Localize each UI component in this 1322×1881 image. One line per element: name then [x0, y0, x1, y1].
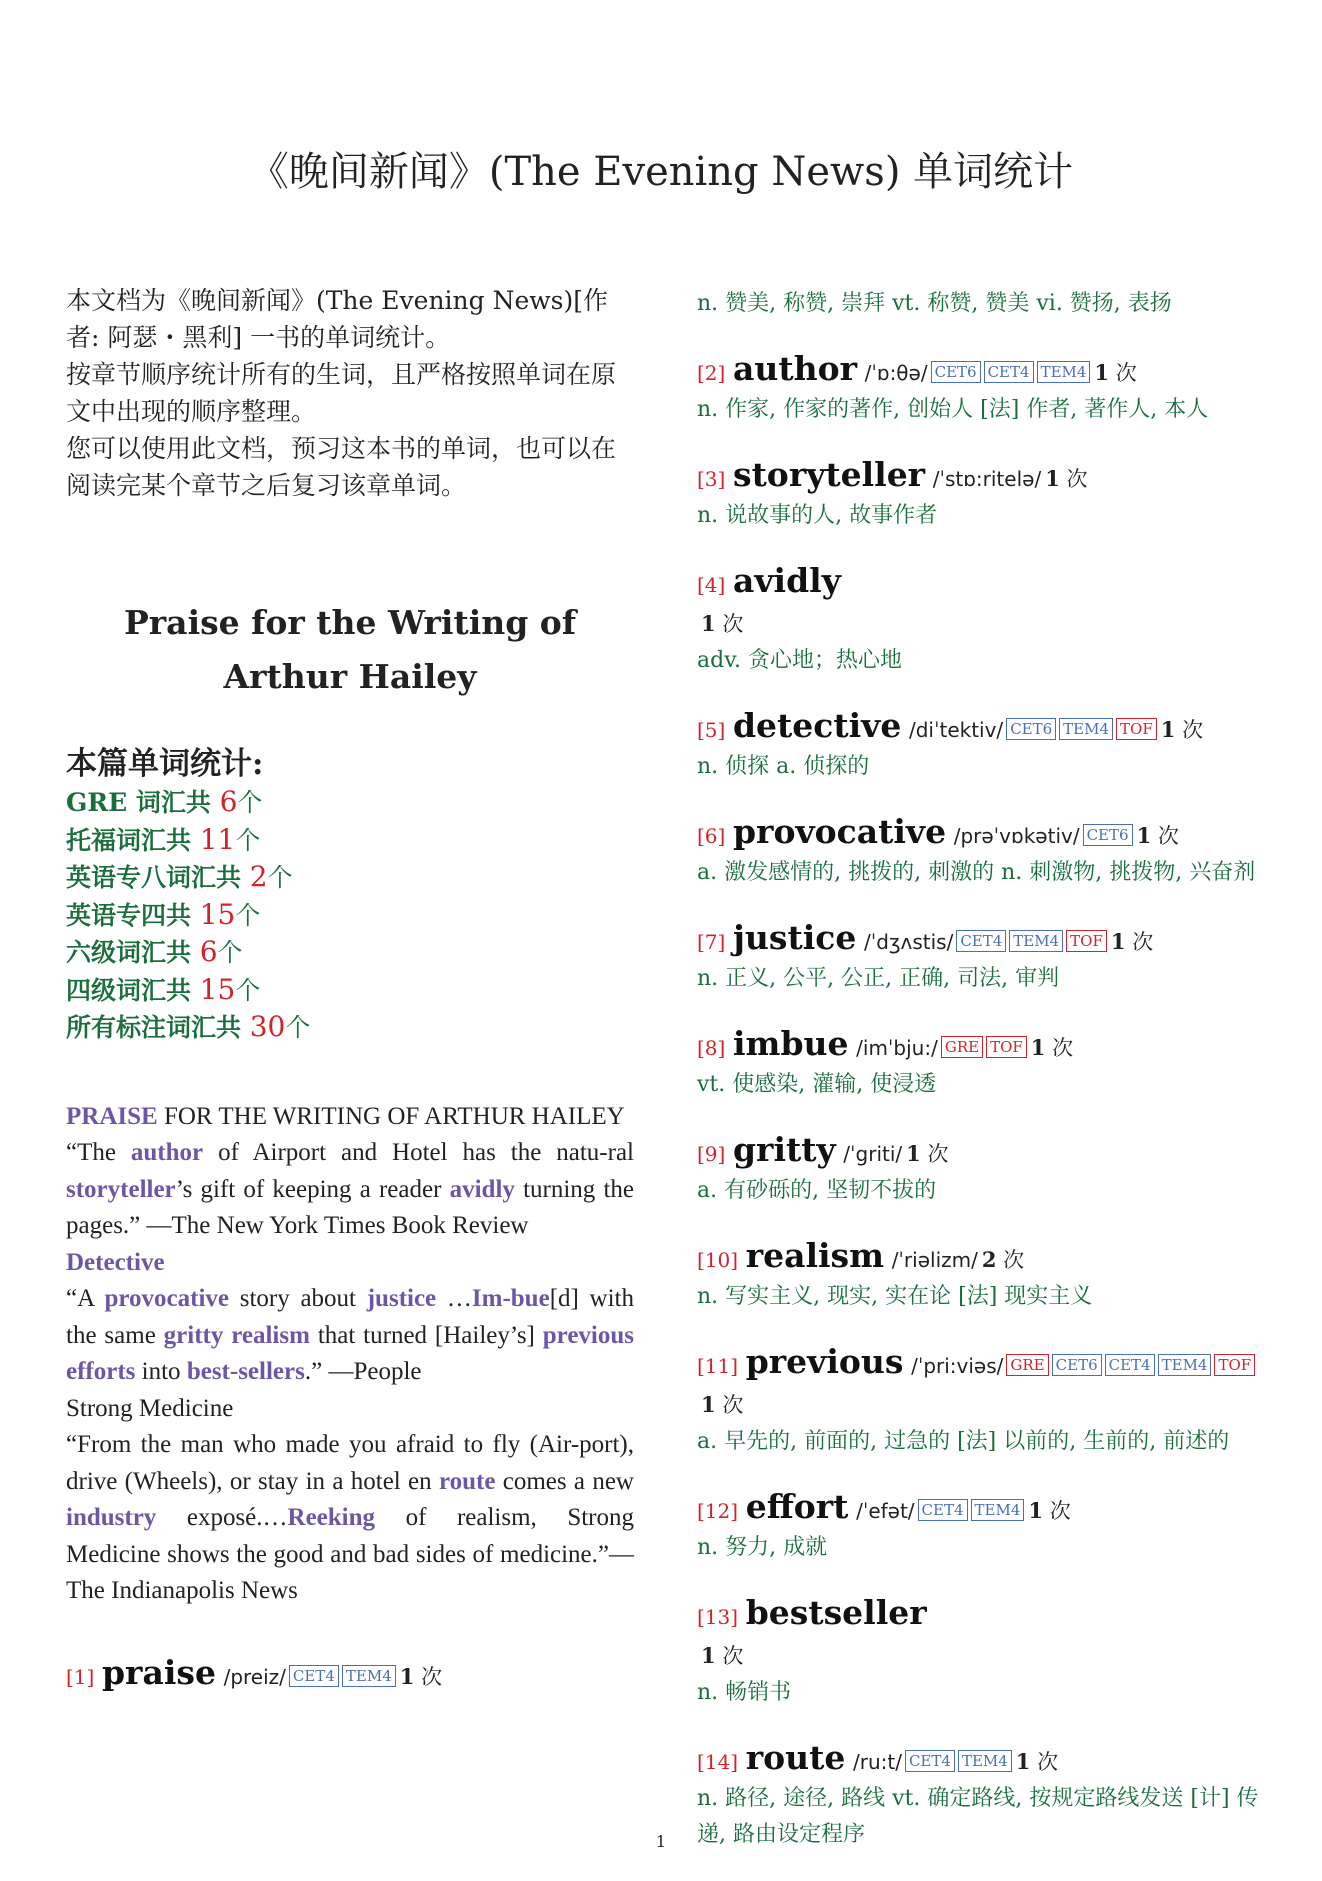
entry-head: [697, 1025, 1272, 1067]
intro: [66, 282, 634, 504]
vocab-entry: [697, 1237, 1272, 1315]
entry-word[interactable]: praise: [101, 1652, 216, 1692]
exam-tag: CET6: [931, 361, 981, 383]
passage-subtitle: [66, 1245, 634, 1282]
passage-text: FOR THE WRITING OF ARTHUR HAILEY: [157, 1102, 625, 1130]
count-suffix: 次: [722, 1393, 744, 1417]
stat-number: 15: [199, 972, 236, 1006]
entry-phonetic: /ˈstɒ:ritelə/: [932, 467, 1042, 491]
stat-label: 所有标注词汇共: [66, 1013, 250, 1042]
entry-index: [10]: [697, 1248, 739, 1272]
page-number: 1: [655, 1832, 667, 1851]
entry-count: [701, 1644, 743, 1668]
highlight-word[interactable]: PRAISE: [66, 1102, 158, 1130]
highlight-word[interactable]: storyteller: [66, 1175, 176, 1203]
entry-phonetic: /imˈbju:/: [856, 1036, 938, 1060]
entry-count: [1111, 930, 1153, 954]
passage-text: “The: [66, 1139, 131, 1166]
passage-text: of Airport and Hotel has the natu-ral: [203, 1139, 634, 1166]
stat-cet6: [66, 934, 634, 972]
vocab-entry: [697, 1343, 1272, 1460]
passage-text: story about: [229, 1285, 367, 1312]
entry-definition: a. 有砂砾的, 坚韧不拔的: [697, 1178, 937, 1203]
entry-count: [1016, 1750, 1058, 1774]
count-suffix: 次: [1066, 467, 1088, 491]
page-title: 《晚间新闻》(The Evening News) 单词统计: [248, 149, 1074, 195]
passage-quote: [66, 1281, 634, 1391]
count-value: 1: [906, 1141, 921, 1166]
stat-all: [66, 1009, 634, 1047]
count-suffix: 次: [722, 612, 744, 636]
stats-heading: 本篇单词统计:: [66, 746, 264, 782]
stat-number: 30: [249, 1010, 286, 1043]
vocab-entry: [697, 456, 1272, 534]
exam-tag: TEM4: [342, 1665, 396, 1687]
entry-definition: n. 写实主义, 现实, 实在论 [法] 现实主义: [697, 1284, 1093, 1309]
entry-count: [1045, 467, 1087, 491]
passage-text: [d] with the same: [66, 1285, 635, 1349]
count-value: 2: [981, 1247, 997, 1272]
entry-index: [11]: [697, 1354, 739, 1378]
count-suffix: 次: [927, 1142, 949, 1166]
entry-word[interactable]: storyteller: [732, 455, 926, 494]
entry-phonetic: /ˈɒ:θə/: [864, 361, 928, 385]
entry-count: [1137, 824, 1179, 848]
intro-line: 按章节顺序统计所有的生词，且严格按照单词在原文中出现的顺序整理。: [66, 360, 617, 426]
passage-text: exposé.…: [156, 1504, 288, 1531]
entry-word[interactable]: effort: [745, 1487, 849, 1526]
entry-definition: n. 作家, 作家的著作, 创始人 [法] 作者, 著作人, 本人: [697, 397, 1209, 422]
highlight-word[interactable]: efforts: [66, 1358, 136, 1385]
stat-unit: 个: [235, 975, 261, 1005]
stat-label: 英语专四共: [66, 900, 200, 930]
entry-head: [697, 562, 1272, 643]
stat-unit: 个: [285, 1013, 311, 1042]
entry-head: [697, 707, 1272, 749]
stat-number: 6: [199, 935, 218, 968]
stat-number: 6: [219, 785, 238, 818]
vocab-entry: [697, 286, 1272, 322]
entry-head: [697, 1131, 1272, 1173]
vocab-entry: [697, 1488, 1272, 1566]
entry-phonetic: /prəˈvɒkətiv/: [953, 824, 1080, 848]
exam-tag: CET4: [905, 1750, 955, 1772]
count-value: 1: [701, 1643, 716, 1668]
entry-count: [1031, 1036, 1073, 1060]
stat-unit: 个: [267, 863, 293, 892]
entry-word[interactable]: detective: [732, 706, 902, 745]
entry-word[interactable]: avidly: [732, 561, 841, 600]
entry-head: [697, 350, 1272, 392]
exam-tag: TEM4: [1059, 718, 1113, 740]
exam-tag: TEM4: [958, 1750, 1012, 1772]
passage-text: …: [436, 1285, 472, 1312]
exam-tag: GRE: [1006, 1354, 1048, 1376]
entry-index: [12]: [697, 1499, 739, 1523]
stat-cet4: [66, 972, 634, 1010]
passage-text: .” —People: [304, 1358, 422, 1385]
stat-unit: 个: [237, 788, 263, 817]
entry-count: [1094, 361, 1136, 385]
left-column: [66, 282, 634, 1724]
entry-definition: adv. 贪心地；热心地: [697, 648, 903, 673]
entry-list-right: [697, 286, 1272, 1881]
highlight-word[interactable]: Reeking: [287, 1504, 376, 1531]
count-value: 1: [1015, 1749, 1031, 1774]
entry-head: [697, 1343, 1272, 1424]
count-value: 1: [399, 1663, 415, 1689]
entry-word[interactable]: author: [732, 349, 857, 388]
entry-phonetic: /ˈefət/: [856, 1499, 915, 1523]
entry-phonetic: /ˈgriti/: [843, 1142, 903, 1166]
entry-head: [697, 919, 1272, 961]
count-value: 1: [1028, 1498, 1044, 1523]
count-suffix: 次: [421, 1664, 443, 1689]
entry-index: [13]: [697, 1605, 739, 1629]
highlight-word[interactable]: previous: [542, 1321, 634, 1349]
passage-quote: [66, 1427, 634, 1610]
entry-definition: n. 努力, 成就: [697, 1535, 828, 1560]
count-suffix: 次: [1003, 1248, 1025, 1272]
highlight-word[interactable]: route: [438, 1467, 496, 1495]
entry-index: [3]: [697, 467, 726, 491]
entry-definition: n. 路径, 途径, 路线 vt. 确定路线, 按规定路线发送 [计] 传递, 路由设定程序: [697, 1786, 1259, 1847]
exam-tag: TOF: [986, 1036, 1027, 1058]
count-suffix: 次: [1037, 1750, 1059, 1774]
stat-unit: 个: [235, 825, 261, 855]
highlight-word[interactable]: justice: [366, 1285, 437, 1312]
passage-subtitle: Strong Medicine: [66, 1394, 234, 1422]
entry-word[interactable]: justice: [732, 918, 857, 957]
passage-text: “A: [66, 1285, 105, 1312]
exam-tag: TEM4: [1158, 1354, 1212, 1376]
stat-gre: [66, 784, 634, 822]
passage-text: that turned [Hailey’s]: [309, 1321, 543, 1349]
intro-line: 您可以使用此文档，预习这本书的单词，也可以在阅读完某个章节之后复习该章单词。: [66, 434, 617, 500]
entry-index: [8]: [697, 1036, 726, 1060]
stat-label: GRE 词汇共: [66, 788, 220, 817]
highlight-word[interactable]: industry: [66, 1504, 157, 1531]
entry-word[interactable]: previous: [745, 1342, 904, 1381]
stat-number: 15: [199, 897, 236, 931]
entry-definition: n. 赞美, 称赞, 崇拜 vt. 称赞, 赞美 vi. 赞扬, 表扬: [697, 291, 1172, 316]
count-suffix: 次: [1115, 361, 1137, 385]
exam-tag: CET4: [1105, 1354, 1155, 1376]
exam-tag: CET6: [1006, 718, 1056, 740]
entry-definition: n. 说故事的人, 故事作者: [697, 503, 938, 528]
entry-phonetic: /ˈdʒʌstis/: [864, 930, 954, 954]
entry-index: [9]: [697, 1142, 726, 1166]
highlight-word[interactable]: gritty: [163, 1321, 224, 1349]
exam-tag: TEM4: [1037, 361, 1091, 383]
entry-index: [6]: [697, 824, 726, 848]
entry-word[interactable]: realism: [745, 1236, 885, 1275]
stat-number: 11: [199, 822, 236, 856]
passage-heading: [66, 1099, 634, 1136]
entry-count: [906, 1142, 948, 1166]
highlight-word[interactable]: provocative: [104, 1285, 230, 1312]
exam-tag: TEM4: [971, 1499, 1025, 1521]
stat-label: 六级词汇共: [66, 938, 200, 967]
highlight-word[interactable]: avidly: [449, 1175, 515, 1203]
highlight-word[interactable]: best-sellers: [186, 1358, 305, 1385]
entry-head: [697, 1739, 1272, 1781]
entry-phonetic: /ru:t/: [852, 1750, 902, 1774]
stat-toefl: [66, 822, 634, 860]
entry-word[interactable]: gritty: [732, 1130, 836, 1169]
count-value: 1: [1110, 929, 1126, 954]
entry-head: [66, 1654, 634, 1696]
count-value: 1: [1030, 1035, 1046, 1060]
exam-tag: GRE: [941, 1036, 983, 1058]
entry-definition: n. 正义, 公平, 公正, 正确, 司法, 审判: [697, 966, 1060, 991]
entry-definition: a. 早先的, 前面的, 过急的 [法] 以前的, 生前的, 前述的: [697, 1429, 1230, 1454]
entry-head: [697, 456, 1272, 498]
entry-list-left: [66, 1654, 634, 1696]
entry-phonetic: /preiz/: [223, 1664, 286, 1689]
passage-quote: [66, 1135, 634, 1245]
passage-text: comes a new: [495, 1467, 634, 1495]
count-suffix: 次: [1049, 1499, 1071, 1523]
passage-text: turning the pages.” —The New York Times Book Review: [66, 1175, 634, 1239]
stat-label: 四级词汇共: [66, 975, 200, 1005]
passage-text: into: [135, 1358, 187, 1385]
entry-count: [1028, 1499, 1070, 1523]
entry-head: [697, 813, 1272, 855]
stat-unit: 个: [235, 900, 261, 930]
highlight-word[interactable]: Detective: [66, 1248, 165, 1276]
entry-definition: a. 激发感情的, 挑拨的, 刺激的 n. 刺激物, 挑拨物, 兴奋剂: [697, 860, 1256, 885]
entry-head: [697, 1594, 1272, 1675]
entry-index: [14]: [697, 1750, 739, 1774]
entry-word[interactable]: imbue: [732, 1024, 849, 1063]
entry-count: [701, 612, 743, 636]
count-value: 1: [701, 611, 716, 636]
vocab-entry: [697, 813, 1272, 891]
exam-tag: TEM4: [1009, 930, 1063, 952]
vocab-entry: [697, 1594, 1272, 1711]
stat-number: 2: [249, 860, 268, 893]
count-suffix: 次: [1132, 930, 1154, 954]
count-value: 1: [1045, 466, 1060, 491]
exam-tag: CET4: [984, 361, 1034, 383]
source-passage: [66, 1099, 634, 1610]
count-value: 1: [1160, 717, 1176, 742]
entry-count: [701, 1393, 743, 1417]
passage-text: “From the man who made you afraid to fly (Air-port), drive (Wheels), or stay in a hotel en: [66, 1431, 634, 1495]
stat-label: 托福词汇共: [66, 825, 200, 855]
entry-definition: n. 畅销书: [697, 1680, 792, 1705]
vocab-entry: [697, 707, 1272, 785]
stats-list: [66, 784, 634, 1047]
highlight-word[interactable]: realism: [231, 1321, 310, 1349]
vocab-entry: [697, 350, 1272, 428]
entry-index: [1]: [66, 1664, 95, 1689]
exam-tag: CET6: [1083, 824, 1133, 846]
entry-index: [2]: [697, 361, 726, 385]
entry-count: [982, 1248, 1024, 1272]
entry-count: [1161, 718, 1203, 742]
intro-line: 本文档为《晚间新闻》(The Evening News)[作者: 阿瑟・黑利] 一书的单词统计。: [66, 286, 608, 352]
entry-phonetic: /ˈriəlizm/: [891, 1248, 978, 1272]
entry-head: [697, 1488, 1272, 1530]
entry-definition: n. 侦探 a. 侦探的: [697, 754, 870, 779]
entry-count: [400, 1665, 442, 1689]
stat-unit: 个: [217, 938, 243, 967]
vocab-entry: [697, 1025, 1272, 1103]
count-suffix: 次: [722, 1644, 744, 1668]
stat-tem4: [66, 897, 634, 935]
exam-tag: CET4: [956, 930, 1006, 952]
stat-tem8: [66, 859, 634, 897]
entry-index: [5]: [697, 718, 726, 742]
count-value: 1: [701, 1392, 716, 1417]
exam-tag: CET6: [1052, 1354, 1102, 1376]
count-suffix: 次: [1182, 718, 1204, 742]
entry-index: [7]: [697, 930, 726, 954]
vocab-entry: [697, 562, 1272, 679]
count-suffix: 次: [1157, 824, 1179, 848]
exam-tag: CET4: [918, 1499, 968, 1521]
entry-phonetic: /diˈtektiv/: [908, 718, 1004, 742]
entry-head: [697, 1237, 1272, 1279]
exam-tag: TOF: [1116, 718, 1157, 740]
count-value: 1: [1136, 823, 1152, 848]
exam-tag: TOF: [1066, 930, 1107, 952]
entry-word[interactable]: route: [745, 1738, 846, 1777]
vocab-entry: [697, 1131, 1272, 1209]
passage-text: ’s gift of keeping a reader: [175, 1175, 450, 1203]
entry-word[interactable]: provocative: [732, 812, 947, 851]
exam-tag: CET4: [289, 1665, 339, 1687]
vocab-entry: [697, 919, 1272, 997]
count-suffix: 次: [1052, 1036, 1074, 1060]
entry-index: [4]: [697, 573, 726, 597]
count-value: 1: [1094, 360, 1110, 385]
vocab-entry: [66, 1654, 634, 1696]
exam-tag: TOF: [1214, 1354, 1255, 1376]
highlight-word[interactable]: Im-bue: [471, 1285, 550, 1312]
entry-phonetic: /ˈpri:viəs/: [911, 1354, 1004, 1378]
entry-word[interactable]: bestseller: [745, 1593, 927, 1632]
section-title: Praise for the Writing of Arthur Hailey: [123, 603, 577, 696]
stat-label: 英语专八词汇共: [66, 863, 250, 892]
entry-definition: vt. 使感染, 灌输, 使浸透: [697, 1072, 937, 1097]
highlight-word[interactable]: author: [130, 1139, 204, 1166]
passage-text: of realism, Strong Medicine shows the good and bad sides of medicine.”—The Indianapolis News: [66, 1504, 634, 1604]
